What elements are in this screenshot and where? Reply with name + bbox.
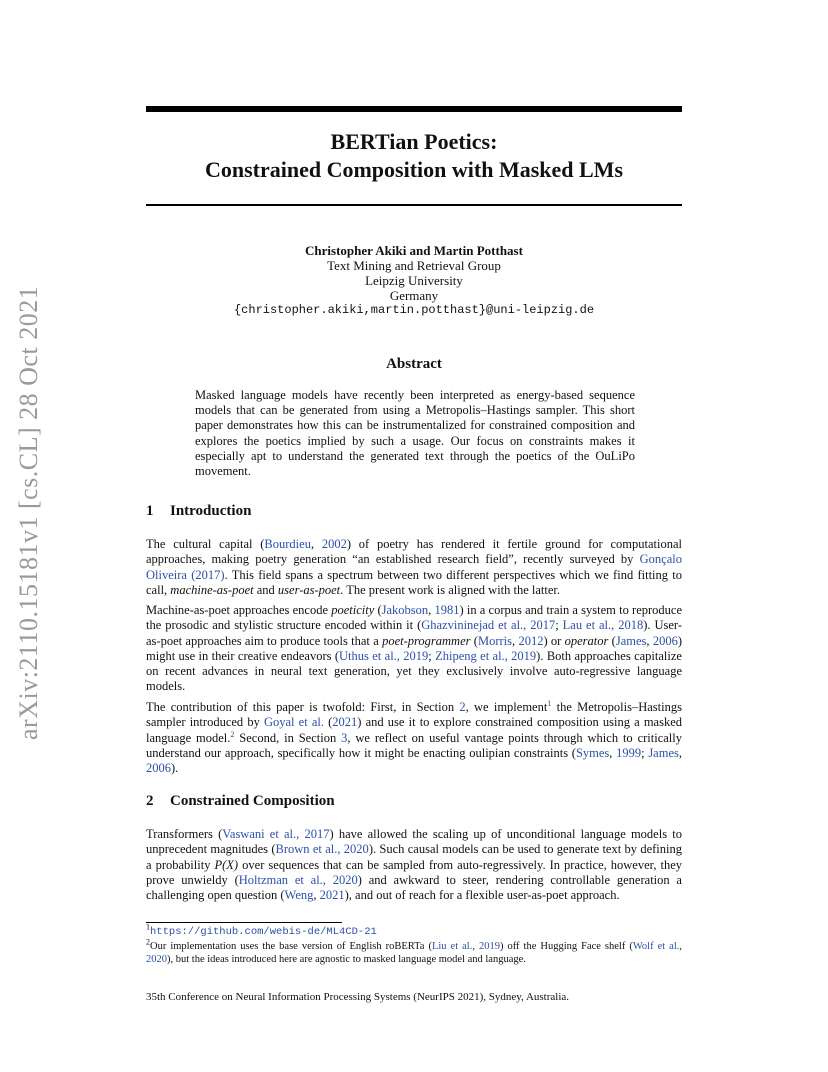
math-p-of-x: P(X) (214, 857, 239, 872)
section-2-title: Constrained Composition (170, 793, 335, 809)
cite-symes[interactable]: Symes (575, 745, 610, 760)
title-top-rule (146, 106, 682, 112)
cite-wolf[interactable]: Wolf et al. (632, 941, 680, 952)
abstract-text: Masked language models have recently been interpreted as energy-based sequence models that can be generated from using a Metropolis–Hastings sampler. This short paper demonstrates how this can be instrumentalized for constrained composition and explores the poetics implied by such a usage. Our focus on constraints makes it especially apt to understand the generated text through the poetics of the OuLiPo movement. (195, 388, 635, 479)
author-email[interactable]: {christopher.akiki,martin.potthast}@uni-leipzig.de (233, 303, 595, 317)
paper-title (146, 128, 682, 184)
cite-liu-year[interactable]: 2019 (478, 941, 500, 952)
section-1-title: Introduction (170, 503, 252, 519)
cite-goyal-year[interactable]: 2021 (332, 715, 358, 730)
cite-jakobson[interactable]: Jakobson (381, 603, 429, 617)
title-bottom-rule (146, 204, 682, 206)
intro-paragraph-3: The contribution of this paper is twofold: First, in Section 2, we implement$^1$ the Metropolis–Hastings sampler introduced by Goyal et al. (2021) and use it to explore constrained composition using a masked language model.$^2$ Second, in Section 3, we reflect on useful vantage points through which to critically understand our approach, specifically how it might be enacting oulipian constraints (Symes, 1999; James, 2006). (146, 698, 683, 776)
title-line-2: Constrained Composition with Masked LMs (204, 157, 624, 182)
section-1-heading (146, 503, 251, 520)
footnote-1-mark[interactable]: 1 (547, 698, 552, 708)
author-university: Leipzig University (365, 273, 463, 288)
cite-goyal[interactable]: Goyal et al. (263, 715, 324, 730)
abstract-heading: Abstract (386, 356, 442, 372)
conference-footer: 35th Conference on Neural Information Processing Systems (NeurIPS 2021), Sydney, Australia. (146, 991, 570, 1003)
cite-symes-year[interactable]: 1999 (616, 745, 642, 760)
cite-lau[interactable]: Lau et al., 2018 (562, 618, 644, 633)
cite-weng-year[interactable]: 2021 (319, 888, 345, 903)
footnote-2-mark[interactable]: 2 (230, 729, 235, 739)
section-1-number: 1 (146, 503, 154, 519)
footnote-1: $^1$https://github.com/webis-de/ML4CD-21 (146, 922, 377, 938)
ref-section-3[interactable]: 3 (341, 730, 348, 745)
section-2-heading (146, 793, 335, 810)
arxiv-stamp: arXiv:2110.15181v1 [cs.CL] 28 Oct 2021 (14, 285, 43, 740)
cite-james-2-year[interactable]: 2006 (146, 761, 171, 776)
cite-james-2[interactable]: James (648, 745, 679, 760)
title-line-1: BERTian Poetics: (330, 129, 498, 154)
footnote-rule (146, 922, 342, 923)
author-block (146, 243, 682, 318)
author-group: Text Mining and Retrieval Group (327, 258, 501, 273)
cite-zhipeng[interactable]: Zhipeng et al., 2019 (435, 648, 537, 663)
cite-brown[interactable]: Brown et al., 2020 (275, 842, 369, 857)
cite-jakobson-year[interactable]: 1981 (434, 603, 460, 617)
cite-weng[interactable]: Weng (284, 888, 314, 903)
cite-james-year[interactable]: 2006 (652, 633, 678, 648)
cite-morris[interactable]: Morris (477, 633, 512, 648)
author-country: Germany (389, 288, 439, 303)
cite-morris-year[interactable]: 2012 (518, 633, 544, 648)
cite-goncalo-oliveira[interactable]: Gonçalo Oliveira (2017) (146, 552, 682, 582)
footnote-1-url[interactable]: https://github.com/webis-de/ML4CD-21 (150, 926, 377, 938)
ref-section-2[interactable]: 2 (459, 700, 466, 714)
cite-vaswani[interactable]: Vaswani et al., 2017 (222, 827, 330, 841)
intro-paragraph-2: Machine-as-poet approaches encode poeticity (Jakobson, 1981) in a corpus and train a system to reproduce the prosodic and stylistic structure encoded within it (Ghazvininejad et al., 2017; Lau et al., 2018). User-as-poet approaches aim to produce tools that a poet-programmer (Morris, 2012) or operator (James, 2006) might use in their creative endeavors (Uthus et al., 2019; Zhipeng et al., 2019). Both approaches capitalize on recent advances in neural text generation, yet they exclusively involve auto-regressive language models. (146, 603, 683, 694)
cite-ghazvininejad[interactable]: Ghazvininejad et al., 2017 (421, 618, 556, 633)
author-names: Christopher Akiki and Martin Potthast (305, 243, 523, 258)
section-2-paragraph-1: Transformers (Vaswani et al., 2017) have allowed the scaling up of unconditional language models to unprecedent magnitudes (Brown et al., 2020). Such causal models can be used to generate text by defining a probability P(X) over sequences that can be sampled from auto-regressively. In practice, however, they prove unwieldy (Holtzman et al., 2020) and awkward to steer, rendering controllable generation a challenging open question (Weng, 2021), and out of reach for a flexible user-as-poet approach. (146, 827, 683, 903)
cite-holtzman[interactable]: Holtzman et al., 2020 (238, 872, 358, 887)
cite-uthus[interactable]: Uthus et al., 2019 (339, 648, 429, 663)
intro-paragraph-1: The cultural capital (Bourdieu, 2002) of poetry has rendered it fertile ground for computational approaches, making poetry generation “an established research field”, recently surveyed by Gonçalo Oliveira (2017). This field spans a spectrum between two different perspectives which we find fitting to call, machine-as-poet and user-as-poet. The present work is aligned with the latter. (146, 537, 683, 597)
cite-james[interactable]: James (615, 633, 647, 648)
footnote-2: $^2$Our implementation uses the base version of English roBERTa (Liu et al., 2019) off the Hugging Face shelf (Wolf et al., 2020), but the ideas introduced here are agnostic to masked language model and language. (146, 937, 683, 965)
cite-wolf-year[interactable]: 2020 (146, 953, 167, 965)
cite-liu[interactable]: Liu et al. (431, 941, 473, 952)
cite-bourdieu[interactable]: Bourdieu (264, 537, 311, 551)
section-2-number: 2 (146, 793, 154, 809)
cite-bourdieu-year[interactable]: 2002 (321, 537, 347, 551)
